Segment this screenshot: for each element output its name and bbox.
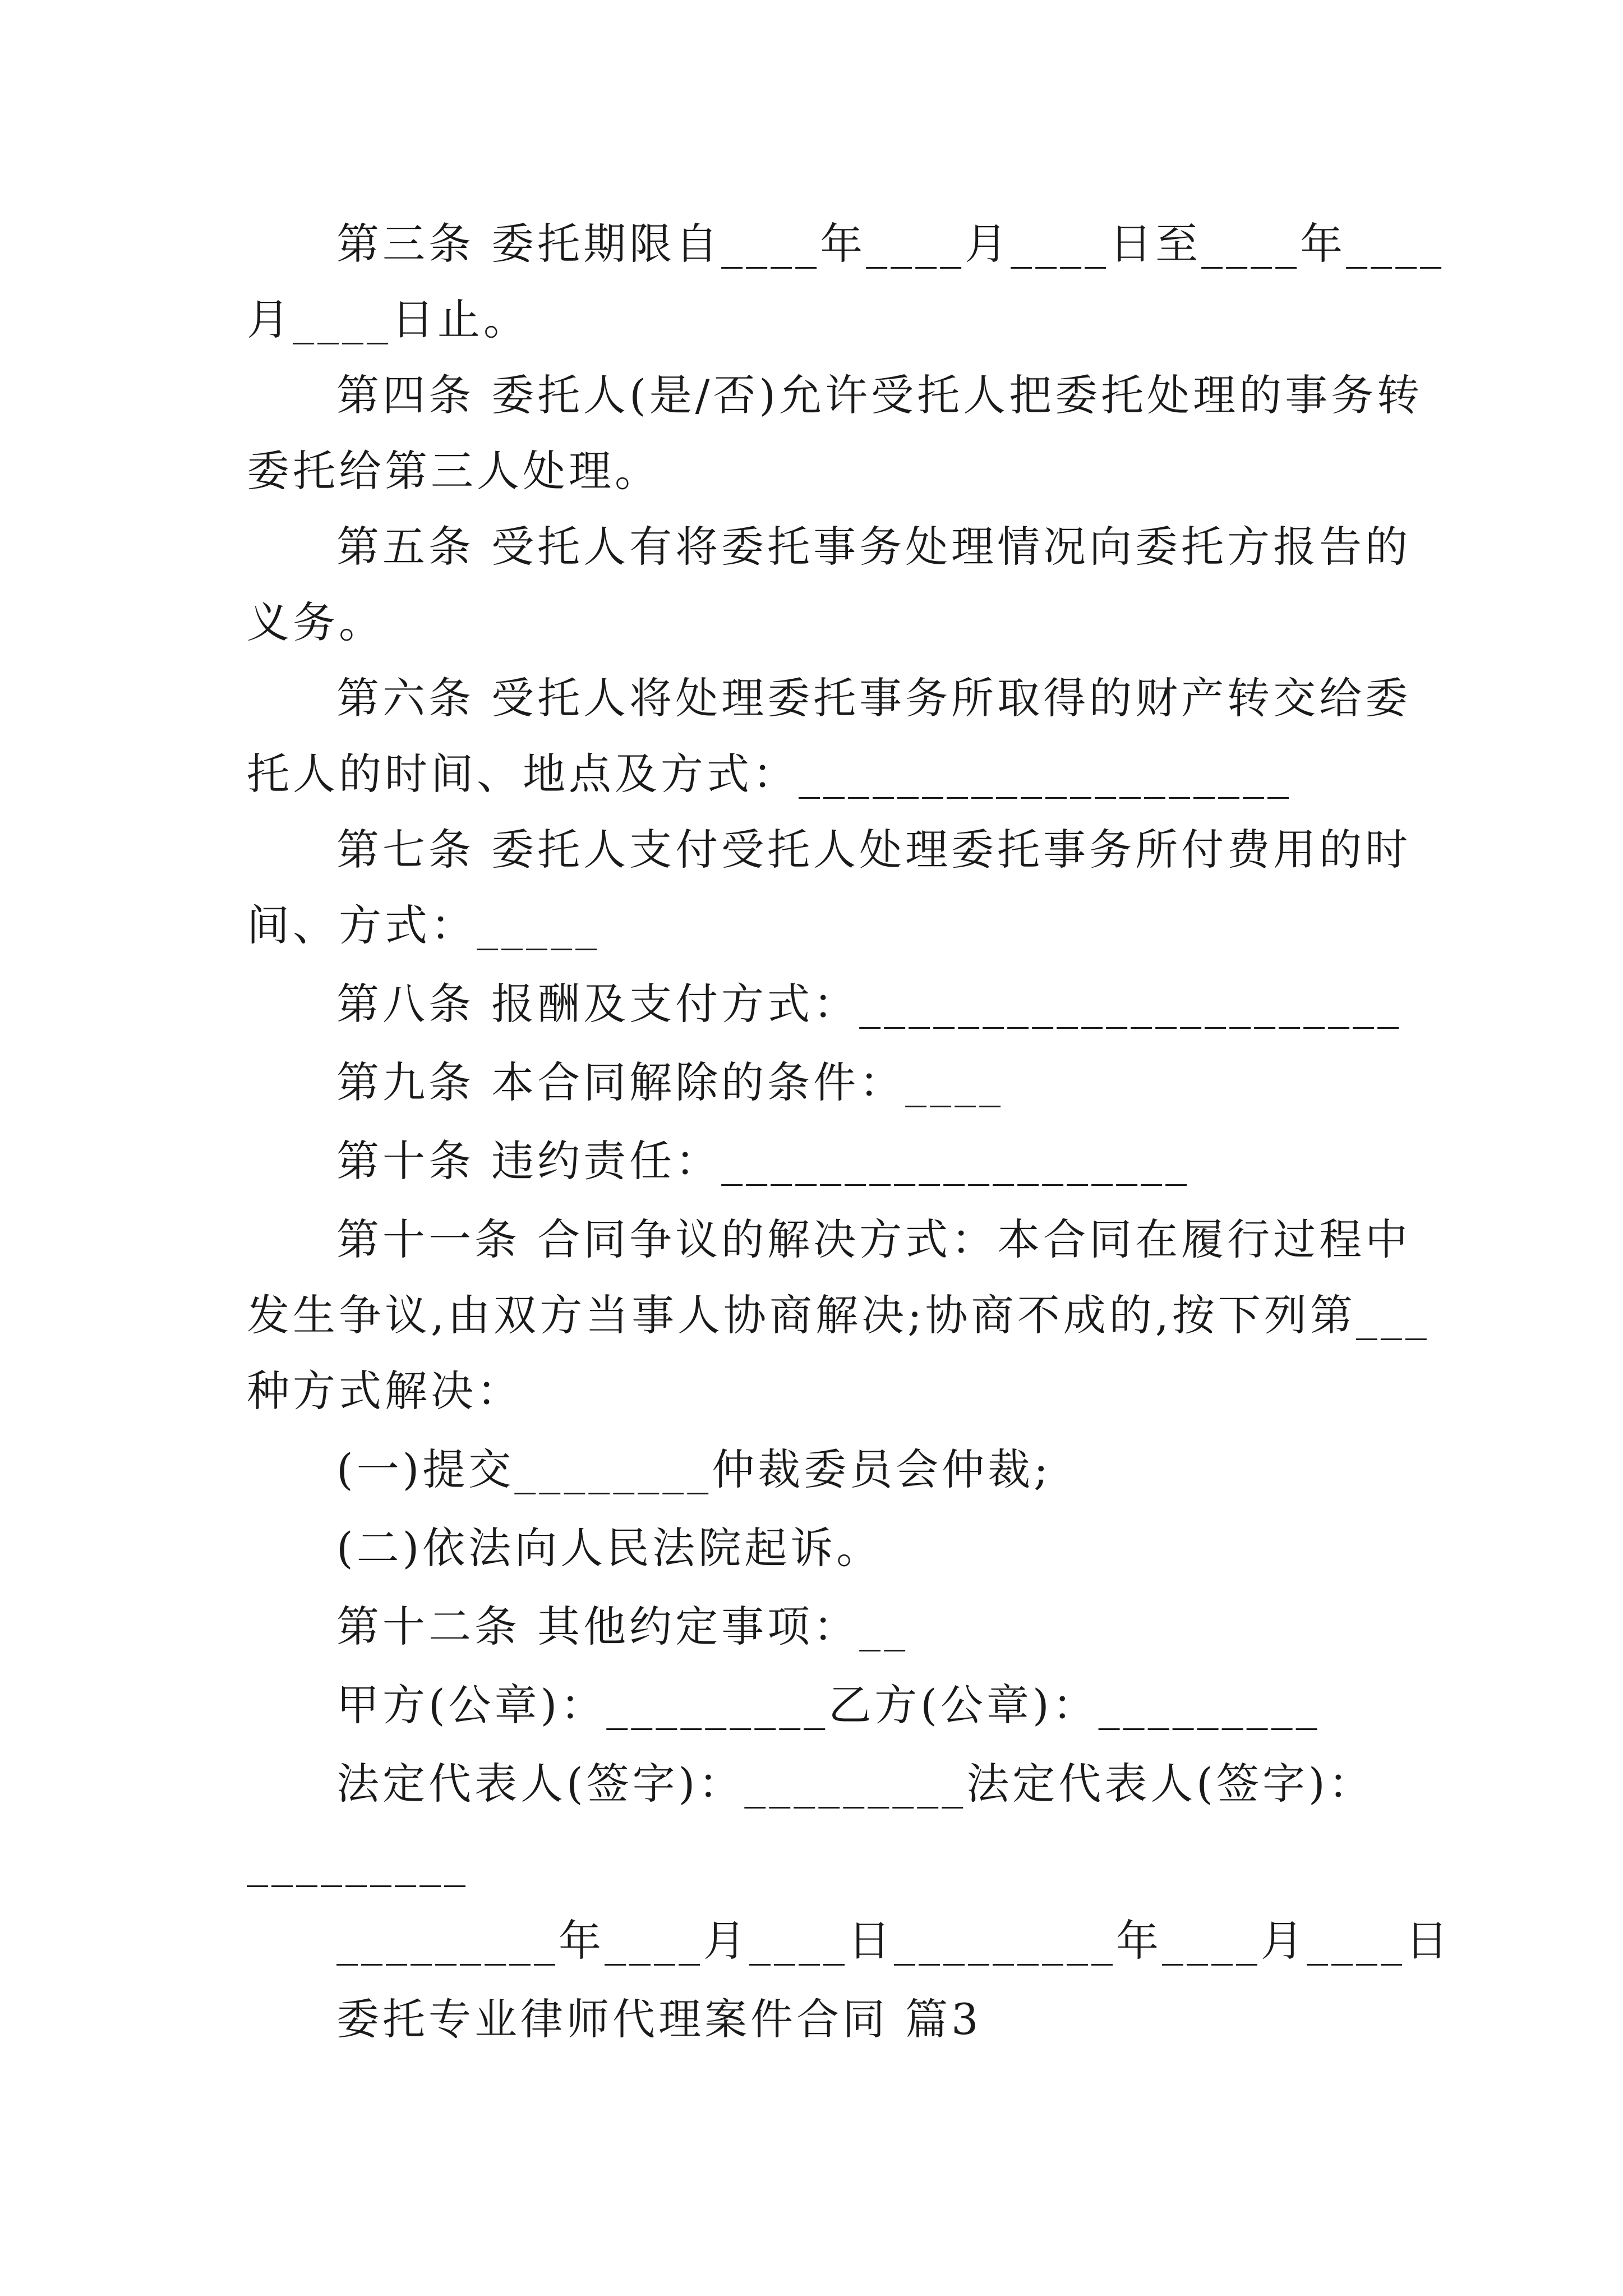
- legal-rep-signature-blank: _________: [247, 1837, 469, 1887]
- option-2-line: (二)依法向人民法院起诉。: [336, 1523, 883, 1573]
- clause-6-line-2: 托人的时间、地点及方式：____________________: [247, 749, 1292, 799]
- clause-11-line-3: 种方式解决：: [247, 1366, 523, 1416]
- clause-3-line-1: 第三条 委托期限自____年____月____日至____年____: [336, 219, 1445, 269]
- clause-7-line-1: 第七条 委托人支付受托人处理委托事务所付费用的时: [336, 825, 1412, 875]
- option-1-line: (一)提交________仲裁委员会仲裁;: [336, 1444, 1052, 1494]
- clause-8-line: 第八条 报酬及支付方式：______________________: [336, 979, 1403, 1029]
- clause-11-line-2: 发生争议,由双方当事人协商解决;协商不成的,按下列第___: [247, 1290, 1430, 1340]
- clause-5-line-1: 第五条 受托人有将委托事务处理情况向委托方报告的: [336, 522, 1412, 572]
- clause-11-line-1: 第十一条 合同争议的解决方式：本合同在履行过程中: [336, 1214, 1412, 1264]
- clause-9-line: 第九条 本合同解除的条件：____: [336, 1057, 1004, 1107]
- clause-10-line: 第十条 违约责任：___________________: [336, 1136, 1191, 1186]
- clause-5-line-2: 义务。: [247, 597, 385, 647]
- party-seal-line: 甲方(公章)：_________乙方(公章)：_________: [336, 1680, 1321, 1730]
- clause-7-line-2: 间、方式：_____: [247, 900, 600, 950]
- clause-12-line: 第十二条 其他约定事项：__: [336, 1602, 909, 1651]
- clause-3-line-2: 月____日止。: [247, 295, 529, 344]
- clause-4-line-2: 委托给第三人处理。: [247, 446, 661, 496]
- clause-6-line-1: 第六条 受托人将处理委托事务所取得的财产转交给委: [336, 673, 1412, 723]
- legal-rep-signature-line: 法定代表人(签字)：_________法定代表人(签字)：: [336, 1759, 1375, 1809]
- clause-4-line-1: 第四条 委托人(是/否)允许受托人把委托处理的事务转: [336, 370, 1423, 420]
- date-line: _________年____月____日_________年____月____日: [336, 1916, 1451, 1966]
- section-heading: 委托专业律师代理案件合同 篇3: [336, 1994, 982, 2044]
